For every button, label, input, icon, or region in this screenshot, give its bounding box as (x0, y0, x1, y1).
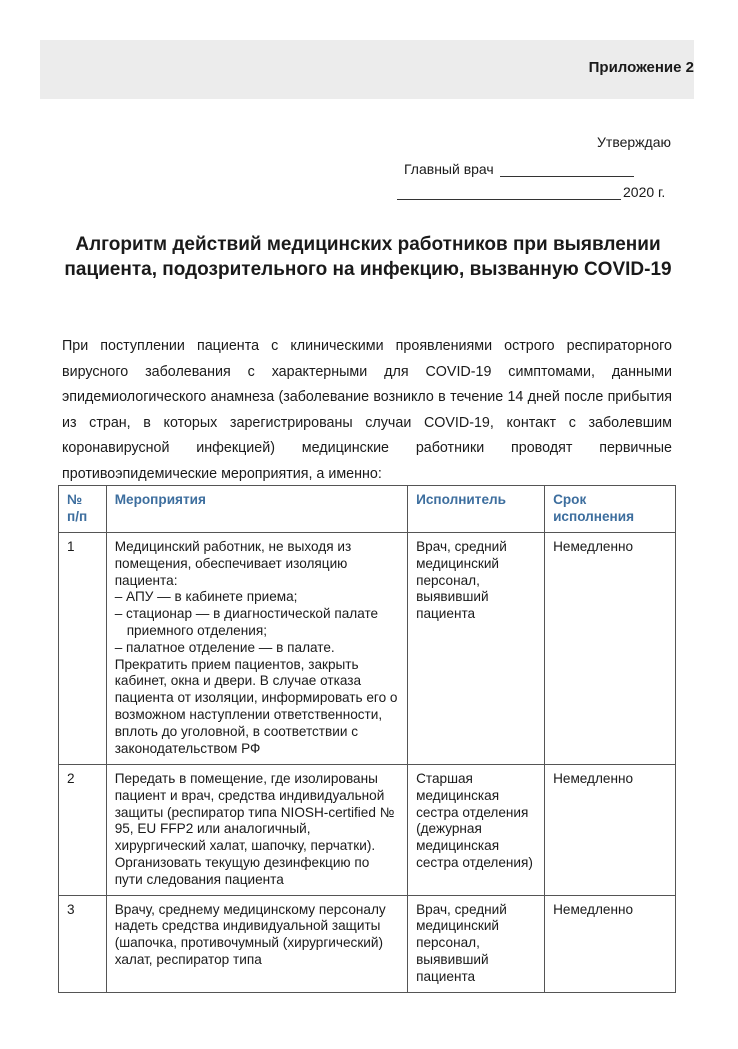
header-term: Срок исполнения (545, 486, 676, 533)
row-term: Немедленно (545, 533, 676, 765)
signature-blank (500, 162, 634, 177)
row-term: Немедленно (545, 895, 676, 992)
date-line (397, 184, 665, 200)
date-blank (397, 185, 621, 200)
chief-doctor-line (404, 161, 634, 177)
header-num: № п/п (59, 486, 107, 533)
action-tail: Прекратить прием пациентов, закрыть кабинет, окна и двери. В случае отказа пациента от изоляции, информировать его о возможном наступлении ответственности, вплоть до уголовной, в соответствии с законодательством РФ (114, 656, 398, 756)
row-executor: Врач, средний медицинский персонал, выявивший пациента (408, 533, 545, 765)
row-executor: Старшая медицинская сестра отделения (дежурная медицинская сестра отделения) (408, 765, 545, 896)
action-item: – стационар — в диагностической палате приемного отделения; (114, 606, 379, 638)
row-action (106, 533, 407, 765)
table-row (59, 895, 676, 992)
row-action: Передать в помещение, где изолированы пациент и врач, средства индивидуальной защиты (респиратор типа NIOSH-certified № 95, EU FFP2 или аналогичный, хирургический халат, шапочку, перчатки). Организовать текущую дезинфекцию по пути следования пациента (106, 765, 407, 896)
row-num: 2 (59, 765, 107, 896)
year-label: 2020 г. (623, 184, 666, 200)
action-item: – АПУ — в кабинете приема; (114, 589, 298, 605)
appendix-label: Приложение 2 (588, 59, 694, 76)
document-title: Алгоритм действий медицинских работников при выявлении пациента, подозрительного на инфекцию, вызванную COVID-19 (64, 234, 672, 280)
row-num: 3 (59, 895, 107, 992)
header-actions: Мероприятия (106, 486, 407, 533)
chief-doctor-label: Главный врач (404, 161, 494, 177)
header-executor: Исполнитель (408, 486, 545, 533)
approve-label: Утверждаю (597, 134, 671, 150)
action-lead: Медицинский работник, не выходя из помещения, обеспечивает изоляцию пациента: (114, 539, 352, 588)
row-executor: Врач, средний медицинский персонал, выявивший пациента (408, 895, 545, 992)
intro-paragraph: При поступлении пациента с клиническими проявлениями острого респираторного вирусного заболевания с характерными для COVID-19 симптомами, данными эпидемиологического анамнеза (заболевание возникло в течение 14 дней после прибытия из стран, в которых зарегистрированы случаи COVID-19, контакт с заболевшим коронавирусной инфекцией) медицинские работники проводят первичные противоэпидемические мероприятия, а именно: (62, 338, 672, 482)
row-term: Немедленно (545, 765, 676, 896)
action-item: – палатное отделение — в палате. (114, 639, 335, 655)
measures-table (58, 485, 676, 993)
row-num: 1 (59, 533, 107, 765)
row-action: Врачу, среднему медицинскому персоналу надеть средства индивидуальной защиты (шапочка, противочумный (хирургический) халат, респиратор типа (106, 895, 407, 992)
table-header-row (59, 486, 676, 533)
table-row (59, 533, 676, 765)
table-row (59, 765, 676, 896)
